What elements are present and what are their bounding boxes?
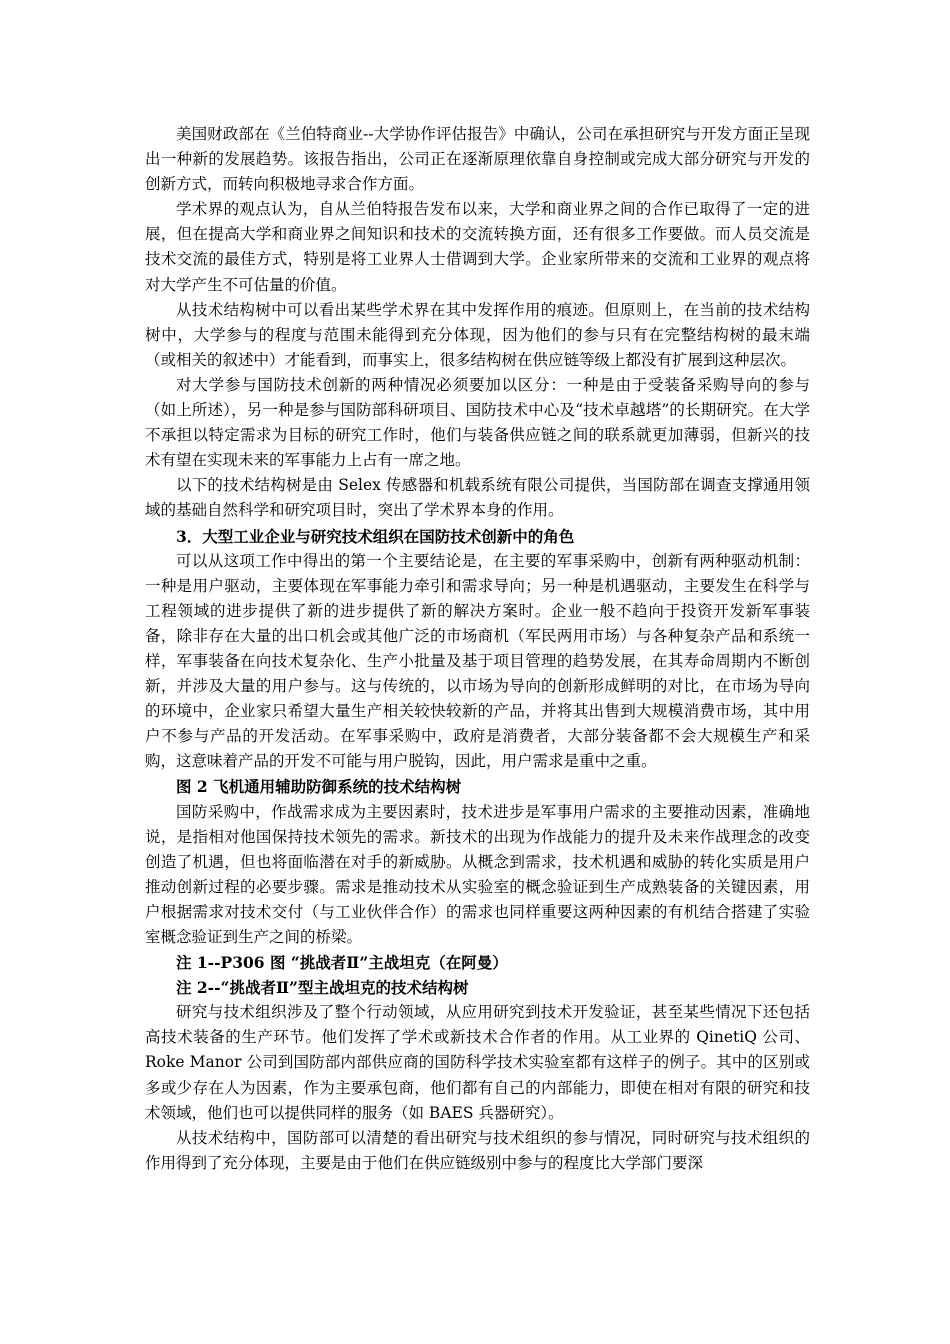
paragraph-treasury-report: 美国财政部在《兰伯特商业--大学协作评估报告》中确认，公司在承担研究与开发方面正呈现出一种新的发展趋势。该报告指出，公司正在逐渐原理依靠自身控制或完成大部分研究与开发的创新方式，而转向积极地寻求合作方面。 [145, 125, 810, 194]
paragraph-academic-view: 学术界的观点认为，自从兰伯特报告发布以来，大学和商业界之间的合作已取得了一定的进展，但在提高大学和商业界之间知识和技术的交流转换方面，还有很多工作要做。而人员交流是技术交流的最佳方式，特别是将工业界人士借调到大学。企业家所带来的交流和工业界的观点将对大学产生不可估量的价值。 [145, 200, 810, 294]
note-2: 注 2--“挑战者Ⅱ”型主战坦克的技术结构树 [176, 978, 469, 998]
paragraph-defense-procurement: 国防采购中，作战需求成为主要因素时，技术进步是军事用户需求的主要推动因素，准确地说，是指相对他国保持技术领先的需求。新技术的出现为作战能力的提升及未来作战理念的改变创造了机遇，但也将面临潜在对手的新威胁。从概念到需求，技术机遇和威胁的转化实质是用户推动创新过程的必要步骤。需求是推动技术从实验室的概念验证到生产成熟装备的关键因素，用户根据需求对技术交付（与工业伙伴合作）的需求也同样重要这两种因素的有机结合搭建了实验室概念验证到生产之间的桥梁。 [145, 802, 810, 946]
paragraph-research-technology-orgs: 研究与技术组织涉及了整个行动领域，从应用研究到技术开发验证，甚至某些情况下还包括高技术装备的生产环节。他们发挥了学术或新技术合作者的作用。从工业界的 QinetiQ 公司、Roke Manor 公司到国防部内部供应商的国防科学技术实验室都有这样子的例子。其中的区别或多或少存在人为因素，作为主要承包商，他们都有自己的内部能力，即使在相对有限的研究和技术领域，他们也可以提供同样的服务（如 BAES 兵器研究）。 [145, 1003, 810, 1122]
paragraph-technology-structure: 从技术结构中，国防部可以清楚的看出研究与技术组织的参与情况，同时研究与技术组织的作用得到了充分体现，主要是由于他们在供应链级别中参与的程度比大学部门要深 [145, 1128, 810, 1172]
note-1: 注 1--P306 图 “挑战者Ⅱ”主战坦克（在阿曼） [176, 953, 508, 973]
paragraph-technology-tree-academia: 从技术结构树中可以看出某些学术界在其中发挥作用的痕迹。但原则上，在当前的技术结构树中，大学参与的程度与范围未能得到充分体现，因为他们的参与只有在完整结构树的最末端（或相关的叙述中）才能看到，而事实上，很多结构树在供应链等级上都没有扩展到这种层次。 [145, 300, 810, 369]
paragraph-university-participation: 对大学参与国防技术创新的两种情况必须要加以区分：一种是由于受装备采购导向的参与（如上所述），另一种是参与国防部科研项目、国防技术中心及“技术卓越塔”的长期研究。在大学不承担以特定需求为目标的研究工作时，他们与装备供应链之间的联系就更加薄弱，但新兴的技术有望在实现未来的军事能力上占有一席之地。 [145, 375, 810, 470]
figure-2-caption: 图 2 飞机通用辅助防御系统的技术结构树 [176, 777, 462, 797]
paragraph-selex-tree: 以下的技术结构树是由 Selex 传感器和机载系统有限公司提供，当国防部在调查支撑通用领域的基础自然科学和研究项目时，突出了学术界本身的作用。 [145, 476, 810, 520]
document-body [145, 122, 810, 1176]
section-heading-3: 3．大型工业企业与研究技术组织在国防技术创新中的角色 [176, 526, 575, 546]
paragraph-main-conclusion: 可以从这项工作中得出的第一个主要结论是，在主要的军事采购中，创新有两种驱动机制：一种是用户驱动，主要体现在军事能力牵引和需求导向；另一种是机遇驱动，主要发生在科学与工程领域的进步提供了新的进步提供了新的解决方案时。企业一般不趋向于投资开发新军事装备，除非存在大量的出口机会或其他广泛的市场商机（军民两用市场）与各种复杂产品和系统一样，军事装备在向技术复杂化、生产小批量及基于项目管理的趋势发展，在其寿命周期内不断创新，并涉及大量的用户参与。这与传统的，以市场为导向的创新形成鲜明的对比，在市场为导向的环境中，企业家只希望大量生产相关较快较新的产品，并将其出售到大规模消费市场，其中用户不参与产品的开发活动。在军事采购中，政府是消费者，大部分装备都不会大规模生产和采购，这意味着产品的开发不可能与用户脱钩，因此，用户需求是重中之重。 [145, 551, 810, 771]
